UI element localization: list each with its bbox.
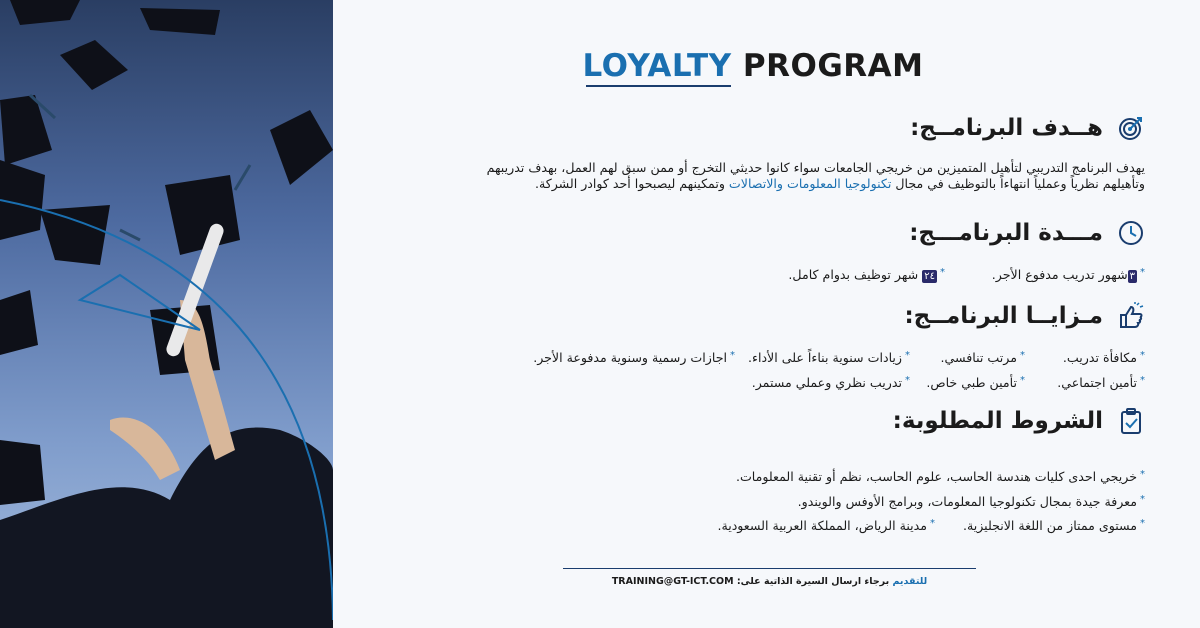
duration-section: [909, 219, 1145, 247]
cap-11: [10, 0, 80, 25]
benefit-6-text: تأمين طبي خاص.: [926, 375, 1017, 390]
target-icon: [1117, 114, 1145, 142]
clipboard-check-icon: [1117, 407, 1145, 435]
cap-2: [140, 8, 220, 35]
benefit-2: *مرتب تنافسي.: [940, 350, 1025, 365]
cap-6: [165, 175, 240, 255]
goal-line-1: يهدف البرنامج التدريبي لتأهيل المتميزين من خريجي الجامعات سواء كانوا حديثي التخرج أو ممن سبق لهم العمل، بهدف تدريبهم: [486, 160, 1145, 175]
requirement-3-text: مستوى ممتاز من اللغة الانجليزية.: [962, 518, 1137, 533]
benefit-7: *تدريب نظري وعملي مستمر.: [751, 375, 910, 390]
duration-item-2: *٢٤ شهر توظيف بدوام كامل.: [788, 267, 945, 282]
page-title: [333, 48, 1173, 84]
requirements-title: الشروط المطلوبة:: [892, 408, 1103, 434]
footer-text: برجاء ارسال السيرة الذاتية على:: [733, 576, 893, 587]
apply-label: للتقديم: [892, 576, 928, 587]
duration-item-1: *٣شهور تدريب مدفوع الأجر.: [991, 267, 1145, 282]
benefits-title: مـزايــا البرنامــج:: [904, 303, 1103, 329]
cap-3: [0, 95, 52, 165]
clock-icon: [1117, 219, 1145, 247]
benefit-4: *اجازات رسمية وسنوية مدفوعة الأجر.: [533, 350, 735, 365]
footer: [563, 576, 976, 587]
benefit-1-text: مكافأة تدريب.: [1062, 350, 1137, 365]
benefit-5-text: تأمين اجتماعي.: [1057, 375, 1137, 390]
goal-title: هــدف البرنامــج:: [910, 115, 1103, 141]
benefits-section: [904, 302, 1145, 330]
goal-line-2: [385, 176, 1145, 192]
program-content: [333, 0, 1200, 628]
benefit-1: *مكافأة تدريب.: [1062, 350, 1145, 365]
cap-7: [40, 205, 110, 265]
thumbs-up-icon: [1117, 302, 1145, 330]
duration-title: مـــدة البرنامـــج:: [909, 220, 1103, 246]
duration-text-1: شهور تدريب مدفوع الأجر.: [991, 267, 1128, 282]
goal-highlight: تكنولوجيا المعلومات والاتصالات: [728, 176, 892, 191]
contact-email[interactable]: TRAINING@GT-ICT.COM: [611, 576, 734, 587]
duration-text-2: شهر توظيف بدوام كامل.: [788, 267, 919, 282]
footer-divider: [563, 568, 976, 569]
cap-8: [0, 290, 38, 355]
requirement-2-text: معرفة جيدة بمجال تكنولوجيا المعلومات، وبرامج الأوفس والويندو.: [797, 494, 1137, 509]
cap-1: [60, 40, 128, 90]
graduation-photo: [0, 0, 333, 628]
cap-10: [0, 440, 45, 505]
requirement-1-text: خريجي احدى كليات هندسة الحاسب، علوم الحاسب، نظم أو تقنية المعلومات.: [735, 469, 1137, 484]
requirement-4: *مدينة الرياض، المملكة العربية السعودية.: [717, 518, 935, 533]
goal-text: [385, 160, 1145, 192]
title-rest: PROGRAM: [742, 48, 924, 84]
title-accent: LOYALTY: [582, 48, 732, 84]
duration-num-2: ٢٤: [924, 271, 935, 282]
goal-section: [910, 114, 1145, 142]
requirement-4-text: مدينة الرياض، المملكة العربية السعودية.: [717, 518, 927, 533]
goal-line-2a: وتأهيلهم نظرياً وعملياً انتهاءاً بالتوظيف في مجال: [891, 176, 1145, 191]
benefit-3-text: زيادات سنوية بناءاً على الأداء.: [748, 350, 902, 365]
benefit-5: *تأمين اجتماعي.: [1057, 375, 1145, 390]
benefit-7-text: تدريب نظري وعملي مستمر.: [751, 375, 902, 390]
requirement-3: *مستوى ممتاز من اللغة الانجليزية.: [962, 518, 1145, 533]
benefit-4-text: اجازات رسمية وسنوية مدفوعة الأجر.: [533, 350, 727, 365]
graduation-illustration: [0, 0, 333, 628]
requirements-section: [893, 407, 1145, 435]
requirement-2: *معرفة جيدة بمجال تكنولوجيا المعلومات، وبرامج الأوفس والويندو.: [797, 494, 1145, 509]
benefit-2-text: مرتب تنافسي.: [940, 350, 1017, 365]
benefit-3: *زيادات سنوية بناءاً على الأداء.: [748, 350, 910, 365]
benefit-6: *تأمين طبي خاص.: [926, 375, 1025, 390]
cap-4: [0, 160, 45, 240]
requirement-1: *خريجي احدى كليات هندسة الحاسب، علوم الحاسب، نظم أو تقنية المعلومات.: [735, 469, 1145, 484]
title-underline: [586, 85, 731, 87]
goal-line-2b: وتمكينهم ليصبحوا أحد كوادر الشركة.: [534, 176, 729, 191]
cap-5: [270, 110, 333, 185]
duration-num-1: ٣: [1129, 271, 1135, 282]
